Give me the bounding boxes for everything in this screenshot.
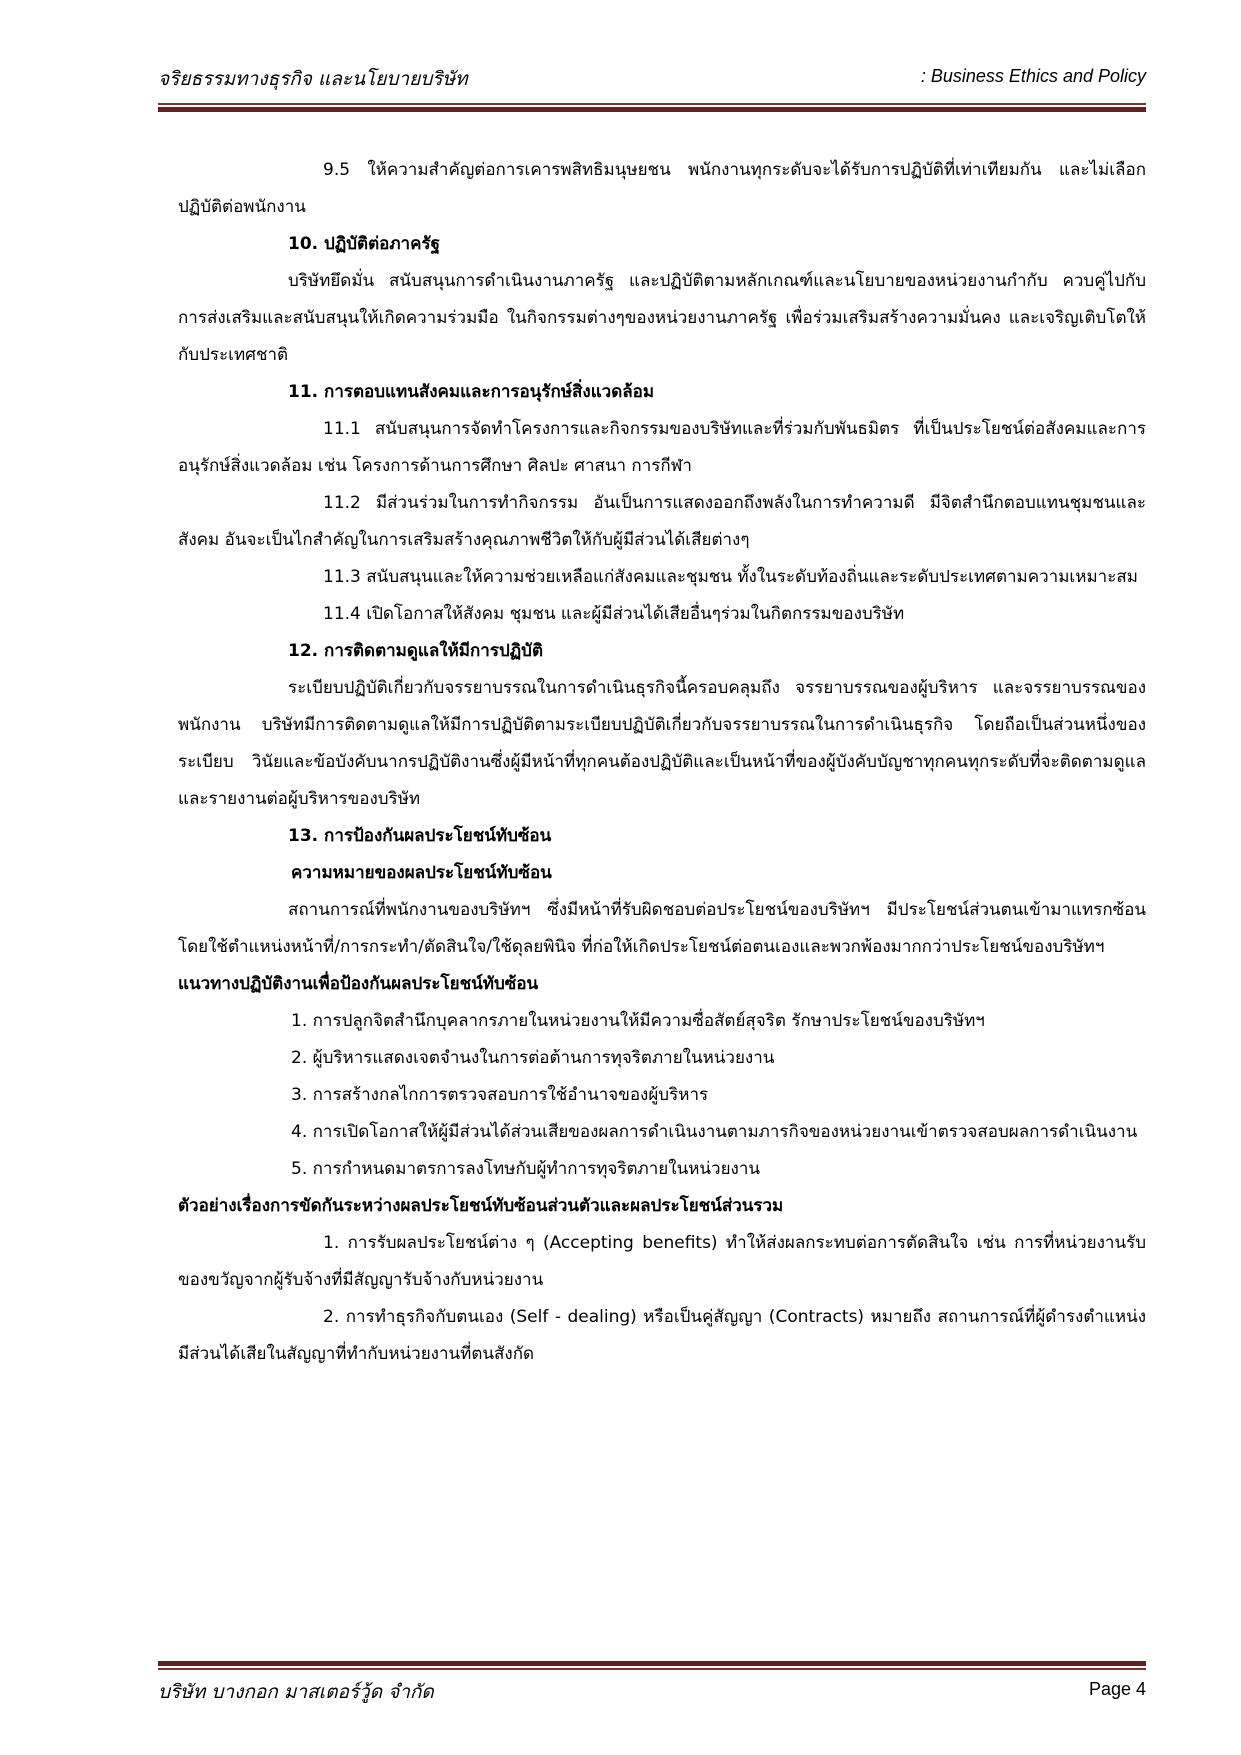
- section-10-body: บริษัทยึดมั่น สนับสนุนการดำเนินงานภาครัฐ และปฏิบัติตามหลักเกณฑ์และนโยบายของหน่วยงานกำกับ ควบคู่ไปกับการส่งเสริมและสนับสนุนให้เกิดความร่วมมือ ในกิจกรรมต่างๆของหน่วยงานภาครัฐ เพื่อร่วมเสริมสร้างความมั่นคง และเจริญเติบโตให้กับประเทศชาติ: [178, 271, 1146, 365]
- section-11-item-1: 11.1 สนับสนุนการจัดทำโครงการและกิจกรรมของบริษัทและที่ร่วมกับพันธมิตร ที่เป็นประโยชน์ต่อสังคมและการอนุรักษ์สิ่งแวดล้อม เช่น โครงการด้านการศึกษา ศิลปะ ศาสนา การกีฬา: [178, 419, 1146, 476]
- header-title-english: : Business Ethics and Policy: [920, 66, 1146, 86]
- section-13-subheading: ความหมายของผลประโยชน์ทับซ้อน: [291, 863, 552, 883]
- footer-company: บริษัท บางกอก มาสเตอร์วู้ด จำกัด: [158, 1681, 434, 1703]
- guideline-item-5: 5. การกำหนดมาตรการลงโทษกับผู้ทำการทุจริตภายในหน่วยงาน: [291, 1159, 760, 1179]
- header-title-thai: จริยธรรมทางธุรกิจ และนโยบายบริษัท: [158, 68, 468, 90]
- examples-heading: ตัวอย่างเรื่องการขัดกันระหว่างผลประโยชน์ทับซ้อนส่วนตัวและผลประโยชน์ส่วนรวม: [178, 1196, 784, 1216]
- header-divider: [158, 103, 1146, 112]
- section-11-heading: 11. การตอบแทนสังคมและการอนุรักษ์สิ่งแวดล้อม: [288, 382, 655, 402]
- page-header: [158, 64, 1146, 94]
- paragraph-9-5: 9.5 ให้ความสำคัญต่อการเคารพสิทธิมนุษยชน พนักงานทุกระดับจะได้รับการปฏิบัติที่เท่าเทียมกัน และไม่เลือกปฏิบัติต่อพนักงาน: [178, 160, 1146, 217]
- guideline-item-1: 1. การปลูกจิตสำนึกบุคลากรภายในหน่วยงานให้มีความซื่อสัตย์สุจริต รักษาประโยชน์ของบริษัทฯ: [291, 1011, 985, 1031]
- section-11-item-3: 11.3 สนับสนุนและให้ความช่วยเหลือแก่สังคมและชุมชน ทั้งในระดับท้องถิ่นและระดับประเทศตามความเหมาะสม: [323, 567, 1138, 587]
- example-item-2: 2. การทำธุรกิจกับตนเอง (Self - dealing) หรือเป็นคู่สัญญา (Contracts) หมายถึง สถานการณ์ที่ผู้ดำรงตำแหน่งมีส่วนได้เสียในสัญญาที่ทำกับหน่วยงานที่ตนสังกัด: [178, 1307, 1146, 1364]
- page-number: Page 4: [1088, 1679, 1146, 1699]
- page-footer: [158, 1677, 1146, 1707]
- document-body: [178, 152, 1146, 1373]
- guideline-item-3: 3. การสร้างกลไกการตรวจสอบการใช้อำนาจของผู้บริหาร: [291, 1085, 709, 1105]
- section-13-body: สถานการณ์ที่พนักงานของบริษัทฯ ซึ่งมีหน้าที่รับผิดชอบต่อประโยชน์ของบริษัทฯ มีประโยชน์ส่วนตนเข้ามาแทรกซ้อน โดยใช้ตำแหน่งหน้าที่/การกระทำ/ตัดสินใจ/ใช้ดุลยพินิจ ที่ก่อให้เกิดประโยชน์ต่อตนเองและพวกพ้องมากกว่าประโยชน์ของบริษัทฯ: [178, 900, 1146, 957]
- section-10-heading: 10. ปฏิบัติต่อภาครัฐ: [288, 234, 440, 254]
- guideline-item-2: 2. ผู้บริหารแสดงเจตจำนงในการต่อต้านการทุจริตภายในหน่วยงาน: [291, 1048, 775, 1068]
- section-12-body: ระเบียบปฏิบัติเกี่ยวกับจรรยาบรรณในการดำเนินธุรกิจนี้ครอบคลุมถึง จรรยาบรรณของผู้บริหาร และจรรยาบรรณของพนักงาน บริษัทมีการติดตามดูแลให้มีการปฏิบัติตามระเบียบปฏิบัติเกี่ยวกับจรรยาบรรณในการดำเนินธุรกิจ โดยถือเป็นส่วนหนึ่งของระเบียบ วินัยและข้อบังคับนากรปฏิบัติงานซึ่งผู้มีหน้าที่ทุกคนต้องปฏิบัติและเป็นหน้าที่ของผู้บังคับบัญชาทุกคนทุกระดับที่จะติดตามดูแลและรายงานต่อผู้บริหารของบริษัท: [178, 678, 1146, 809]
- section-11-item-4: 11.4 เปิดโอกาสให้สังคม ชุมชน และผู้มีส่วนได้เสียอื่นๆร่วมในกิตกรรมของบริษัท: [323, 604, 905, 624]
- section-13-heading: 13. การป้องกันผลประโยชน์ทับซ้อน: [288, 826, 552, 846]
- footer-divider: [158, 1661, 1146, 1670]
- section-12-heading: 12. การติดตามดูแลให้มีการปฏิบัติ: [288, 641, 544, 661]
- example-item-1: 1. การรับผลประโยชน์ต่าง ๆ (Accepting benefits) ทำให้ส่งผลกระทบต่อการตัดสินใจ เช่น การที่หน่วยงานรับของขวัญจากผู้รับจ้างที่มีสัญญารับจ้างกับหน่วยงาน: [178, 1233, 1146, 1290]
- guideline-item-4: 4. การเปิดโอกาสให้ผู้มีส่วนได้ส่วนเสียของผลการดำเนินงานตามภารกิจของหน่วยงานเข้าตรวจสอบผลการดำเนินงาน: [291, 1122, 1138, 1142]
- section-11-item-2: 11.2 มีส่วนร่วมในการทำกิจกรรม อันเป็นการแสดงออกถึงพลังในการทำความดี มีจิตสำนึกตอบแทนชุมชนและสังคม อันจะเป็นไกสำคัญในการเสริมสร้างคุณภาพชีวิตให้กับผู้มีส่วนได้เสียต่างๆ: [178, 493, 1146, 550]
- guidelines-heading: แนวทางปฏิบัติงานเพื่อป้องกันผลประโยชน์ทับซ้อน: [178, 974, 539, 994]
